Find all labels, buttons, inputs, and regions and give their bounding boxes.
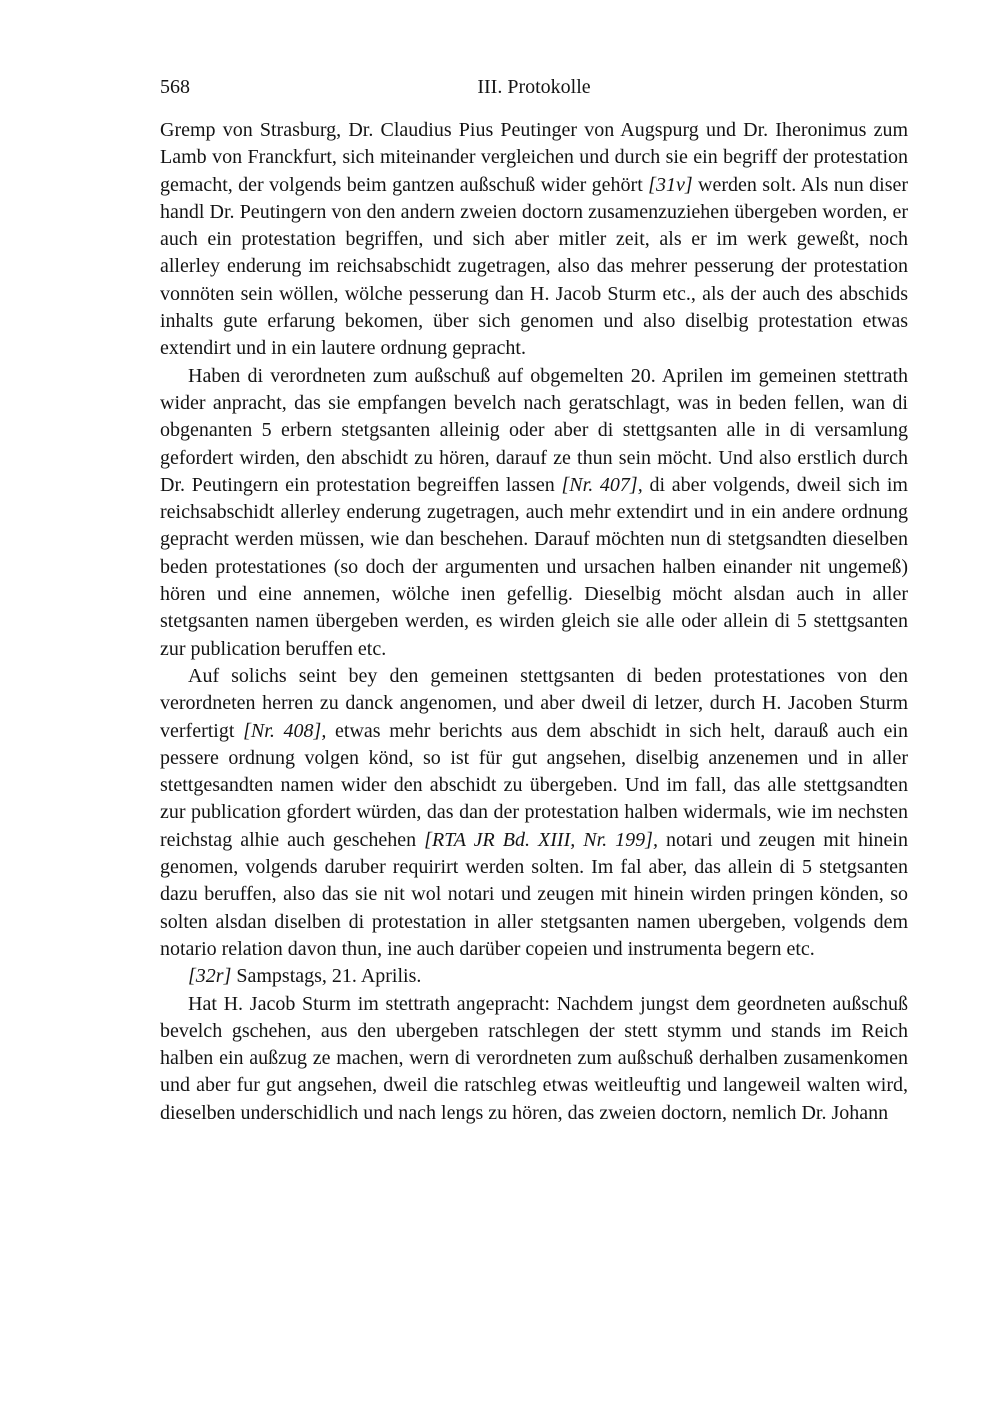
running-title: III. Protokolle — [477, 76, 591, 98]
text-run: di aber volgends, dweil sich im reichsabschidt allerley enderung zugetragen, auch mehr extendirt und in ein andere ordnung gepracht werden müssen, wie dan beschehen. Darauf möchten nun di stetgsandten dieselben beden protestationes (so doch der argumenten und ursachen halben einander nit ungemeß) hören und eine annemen, wölche inen gefellig. Dieselbig möcht alsdan auch in aller stetgsanten namen übergeben werden, es wirden gleich sie alle oder allein di 5 stettgsanten zur publication beruffen etc. — [160, 473, 908, 660]
text-run: werden solt. Als nun diser handl Dr. Peutingern von den andern zweien doctorn zusamenzuziehen übergeben worden, er auch ein protestation begriffen, und sich aber mitler zeit, als er im werk geweßt, noch allerley enderung im reichsabschidt zugetragen, also das mehrer pesserung der protestation vonnöten sein wöllen, wölche pesserung dan H. Jacob Sturm etc., als der auch des abschids inhalts gute erfarung bekomen, über sich genomen und also diselbig protestation etwas extendirt und in ein lautere ordnung gepracht. — [160, 173, 909, 360]
paragraph-2 — [160, 363, 908, 663]
paragraph-1 — [160, 117, 908, 363]
paragraph-3 — [160, 663, 908, 963]
page-header — [160, 76, 908, 104]
page-number: 568 — [160, 76, 190, 98]
folio-marker: [31v] — [648, 173, 693, 196]
edition-reference: [RTA JR Bd. XIII, Nr. 199], — [424, 828, 658, 851]
text-block — [160, 117, 908, 1127]
folio-marker: [32r] — [188, 965, 232, 988]
paragraph-5 — [160, 991, 908, 1127]
text-run: notari und zeugen mit hinein genomen, volgends daruber requirirt werden solten. Im fal aber, das allein di 5 stetgsanten dazu beruffen, also das sie nit wol notari und zeugen mit hinein wirden pringen könden, so solten alsdan diselben di protestation in aller stetgsanten namen ubergeben, volgends dem notario relation davon thun, ine auch darüber copeien und instrumenta begern etc. — [160, 828, 908, 960]
paragraph-4 — [160, 963, 908, 990]
text-run: Hat H. Jacob Sturm im stettrath angepracht: Nachdem jungst dem geordneten außschuß bevelch gschehen, aus den ubergeben ratschlegen der stett stymm und stands im Reich halben ein außzug ze machen, wern di verordneten zum außschuß derhalben zusamenkomen und aber fur gut angsehen, dweil die ratschleg etwas weitleuftig und langeweil walten wird, dieselben underschidlich und nach lengs zu hören, das zweien doctorn, nemlich Dr. Johann — [160, 992, 908, 1124]
text-run: Gremp von Strasburg, Dr. Claudius Pius Peutinger von Augspurg und Dr. Iheronimus zum Lamb von Franckfurt, sich miteinander vergleichen und durch sie ein begriff der protestation gemacht, der volgends beim gantzen außschuß wider gehört — [160, 119, 908, 196]
text-run: Haben di verordneten zum außschuß auf obgemelten 20. Aprilen im gemeinen stettrath wider anpracht, das sie empfangen bevelch nach geratschlagt, was in beden fellen, wan di obgenanten 5 erbern stetgsanten alleinig oder aber di stettgsanten alle in di versamlung gefordert wirden, den abschidt zu hören, darauf ze thun sein möcht. Und also erstlich durch Dr. Peutingern ein protestation begreiffen lassen — [160, 364, 908, 496]
text-run: Sampstags, 21. Aprilis. — [231, 965, 422, 988]
text-run: etwas mehr berichts aus dem abschidt in sich helt, darauß auch ein pessere ordnung volgen könd, so ist für gut angsehen, diselbig anzenemen und in aller stettgesandten namen wider den abschidt zu übergeben. Und im fall, das alle stettgsandten zur publication gfordert würden, das dan der protestation halben widermals, wie im nechsten reichstag alhie auch geschehen — [160, 719, 908, 851]
text-run: Auf solichs seint bey den gemeinen stettgsanten di beden protestationes von den verordneten herren zu danck angenomen, und aber dweil di letzer, durch H. Jacoben Sturm verfertigt — [160, 664, 908, 742]
edition-reference: [Nr. 408], — [243, 719, 327, 742]
edition-reference: [Nr. 407], — [561, 473, 643, 496]
